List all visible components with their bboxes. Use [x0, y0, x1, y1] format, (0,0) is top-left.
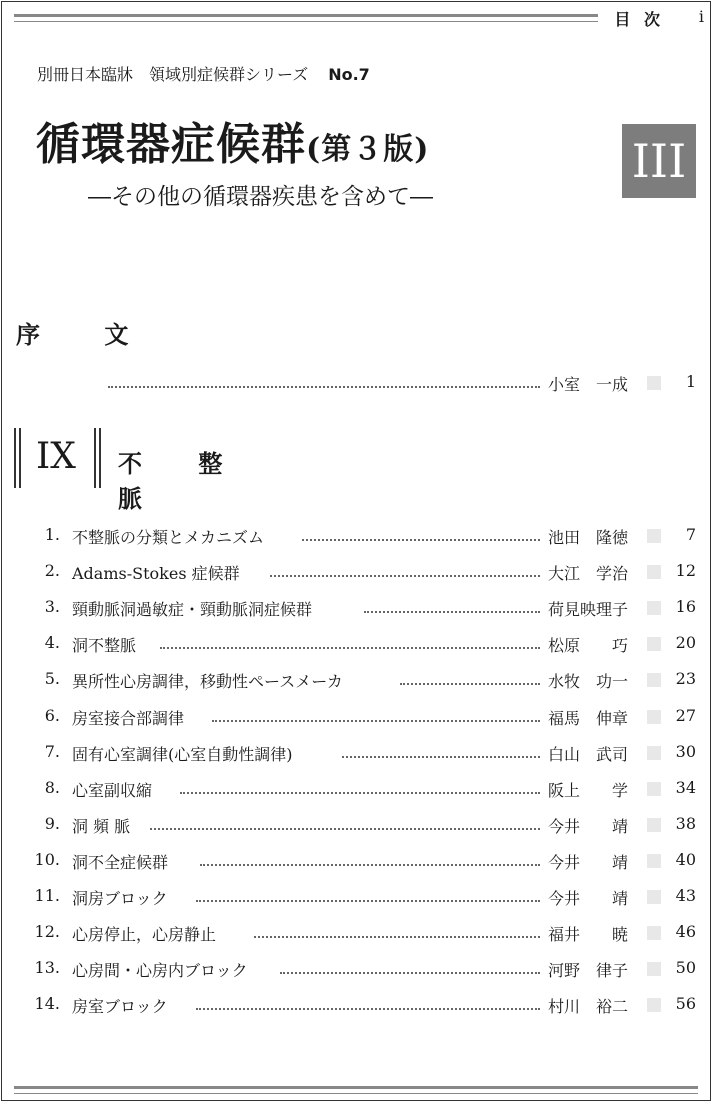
header-rule-thin [14, 21, 598, 22]
leader-dots [108, 386, 540, 388]
entry-author: 小室 一成 [548, 375, 629, 394]
toc-entry[interactable] [0, 994, 714, 1016]
book-subtitle: ―その他の循環器疾患を含めて― [88, 184, 433, 210]
entry-page: 1 [685, 372, 696, 391]
entry-page: 12 [675, 561, 696, 581]
volume-badge: III [622, 124, 696, 198]
series-number: No.7 [328, 65, 370, 84]
toc-entry[interactable] [0, 669, 714, 691]
toc-entry[interactable] [0, 706, 714, 728]
toc-entry[interactable] [0, 561, 714, 583]
section-bar [19, 428, 21, 488]
header-title: 目 次 [614, 10, 664, 29]
section-bar [99, 428, 101, 488]
entry-number: 4. [44, 633, 60, 653]
entry-page: 34 [675, 777, 696, 797]
leader-dots [160, 647, 540, 649]
preface-entry[interactable] [0, 372, 714, 394]
series-line [37, 62, 370, 85]
toc-entry[interactable] [0, 778, 714, 800]
leader-dots [280, 972, 540, 974]
entry-number: 8. [44, 777, 60, 797]
marker-box [647, 818, 661, 832]
toc-entry[interactable] [0, 958, 714, 980]
toc-entry[interactable] [0, 742, 714, 764]
entry-page: 43 [675, 886, 696, 905]
entry-title: 洞 頻 脈 [72, 816, 131, 836]
leader-dots [212, 720, 540, 722]
series-label: 別冊日本臨牀 領域別症候群シリーズ [37, 65, 309, 84]
section-roman: IX [36, 436, 76, 477]
marker-box [647, 529, 661, 543]
entry-author: 福井 暁 [548, 925, 629, 945]
leader-dots [254, 936, 540, 938]
entry-title: 心房停止，心房静止 [72, 925, 217, 945]
book-title-text: 循環器症候群 [36, 119, 306, 170]
entry-author: 今井 靖 [548, 889, 629, 908]
entry-page: 46 [675, 922, 696, 942]
entry-number: 9. [44, 813, 60, 833]
leader-dots [302, 539, 540, 541]
entry-page: 50 [675, 958, 696, 978]
toc-entry[interactable] [0, 633, 714, 655]
marker-box [647, 782, 661, 796]
entry-page: 20 [675, 633, 696, 653]
marker-box [647, 565, 661, 579]
section-heading [14, 428, 314, 513]
book-edition: (第３版) [306, 132, 430, 167]
entry-author: 今井 靖 [548, 816, 629, 836]
entry-author: 白山 武司 [548, 744, 629, 764]
leader-dots [342, 756, 540, 758]
entry-author: 河野 律子 [548, 961, 629, 981]
entry-number: 13. [34, 958, 60, 978]
toc-entry[interactable] [0, 922, 714, 944]
entry-author: 今井 靖 [548, 852, 629, 872]
entry-page: 38 [675, 813, 696, 833]
marker-box [647, 854, 661, 868]
entry-number: 2. [44, 561, 60, 581]
marker-box [647, 637, 661, 651]
entry-title: 頸動脈洞過敏症・頸動脈洞症候群 [72, 600, 313, 620]
marker-box [647, 962, 661, 976]
entry-title: Adams-Stokes 症候群 [72, 564, 240, 584]
toc-entry[interactable] [0, 525, 714, 547]
entry-number: 14. [34, 994, 60, 1014]
marker-box [647, 998, 661, 1012]
entry-page: 7 [685, 525, 696, 544]
entry-author: 福馬 伸章 [548, 708, 629, 728]
section-title: 不 整 脈 [118, 450, 247, 513]
header-page-number: i [698, 7, 704, 26]
leader-dots [400, 683, 540, 685]
entry-number: 7. [44, 741, 60, 761]
entry-title: 不整脈の分類とメカニズム [72, 528, 265, 547]
entry-title: 洞房ブロック [72, 889, 168, 908]
marker-box [647, 926, 661, 940]
leader-dots [270, 575, 540, 577]
preface-heading: 序 文 [16, 321, 157, 349]
running-header [14, 7, 704, 31]
entry-number: 6. [44, 705, 60, 725]
leader-dots [196, 1008, 540, 1010]
toc-entry[interactable] [0, 850, 714, 872]
entry-page: 40 [675, 849, 696, 869]
leader-dots [150, 828, 540, 830]
entry-title: 固有心室調律(心室自動性調律) [72, 744, 293, 764]
entry-page: 27 [675, 705, 696, 725]
entry-title: 洞不全症候群 [72, 852, 169, 872]
entry-title: 異所性心房調律，移動性ペースメーカ [72, 672, 343, 692]
entry-number: 5. [44, 669, 60, 689]
leader-dots [200, 864, 540, 866]
entry-author: 大江 学治 [548, 564, 629, 584]
entry-title: 心室副収縮 [72, 780, 153, 800]
entry-page: 30 [675, 741, 696, 761]
entry-page: 16 [675, 597, 696, 617]
entry-number: 10. [34, 849, 60, 869]
entry-author: 村川 裕二 [548, 997, 629, 1017]
leader-dots [196, 900, 540, 902]
entry-title: 心房間・心房内ブロック [72, 961, 248, 981]
marker-box [647, 746, 661, 760]
toc-entry[interactable] [0, 886, 714, 908]
book-title [36, 108, 429, 172]
leader-dots [364, 611, 540, 613]
marker-box [647, 890, 661, 904]
entry-number: 1. [44, 525, 60, 544]
marker-box [647, 376, 661, 390]
toc-entry[interactable] [0, 597, 714, 619]
entry-number: 3. [44, 597, 60, 617]
entry-author: 荷見映理子 [548, 600, 629, 620]
leader-dots [180, 792, 540, 794]
header-rule-thick [14, 14, 598, 17]
entry-title: 房室接合部調律 [72, 708, 185, 728]
entry-author: 水牧 功一 [548, 672, 629, 692]
toc-entry[interactable] [0, 814, 714, 836]
entry-title: 房室ブロック [72, 997, 168, 1017]
entry-page: 23 [675, 669, 696, 689]
entry-number: 11. [34, 886, 60, 905]
entry-title: 洞不整脈 [72, 636, 137, 656]
footer-rule-thick [14, 1086, 698, 1089]
entry-page: 56 [675, 994, 696, 1014]
marker-box [647, 673, 661, 687]
entry-number: 12. [34, 922, 60, 942]
marker-box [647, 601, 661, 615]
entry-author: 松原 巧 [548, 636, 629, 656]
entry-author: 池田 隆徳 [548, 528, 629, 547]
entry-author: 阪上 学 [548, 780, 629, 800]
section-bar [94, 428, 96, 488]
footer-rule-thin [14, 1093, 698, 1094]
marker-box [647, 710, 661, 724]
section-bar [14, 428, 16, 488]
